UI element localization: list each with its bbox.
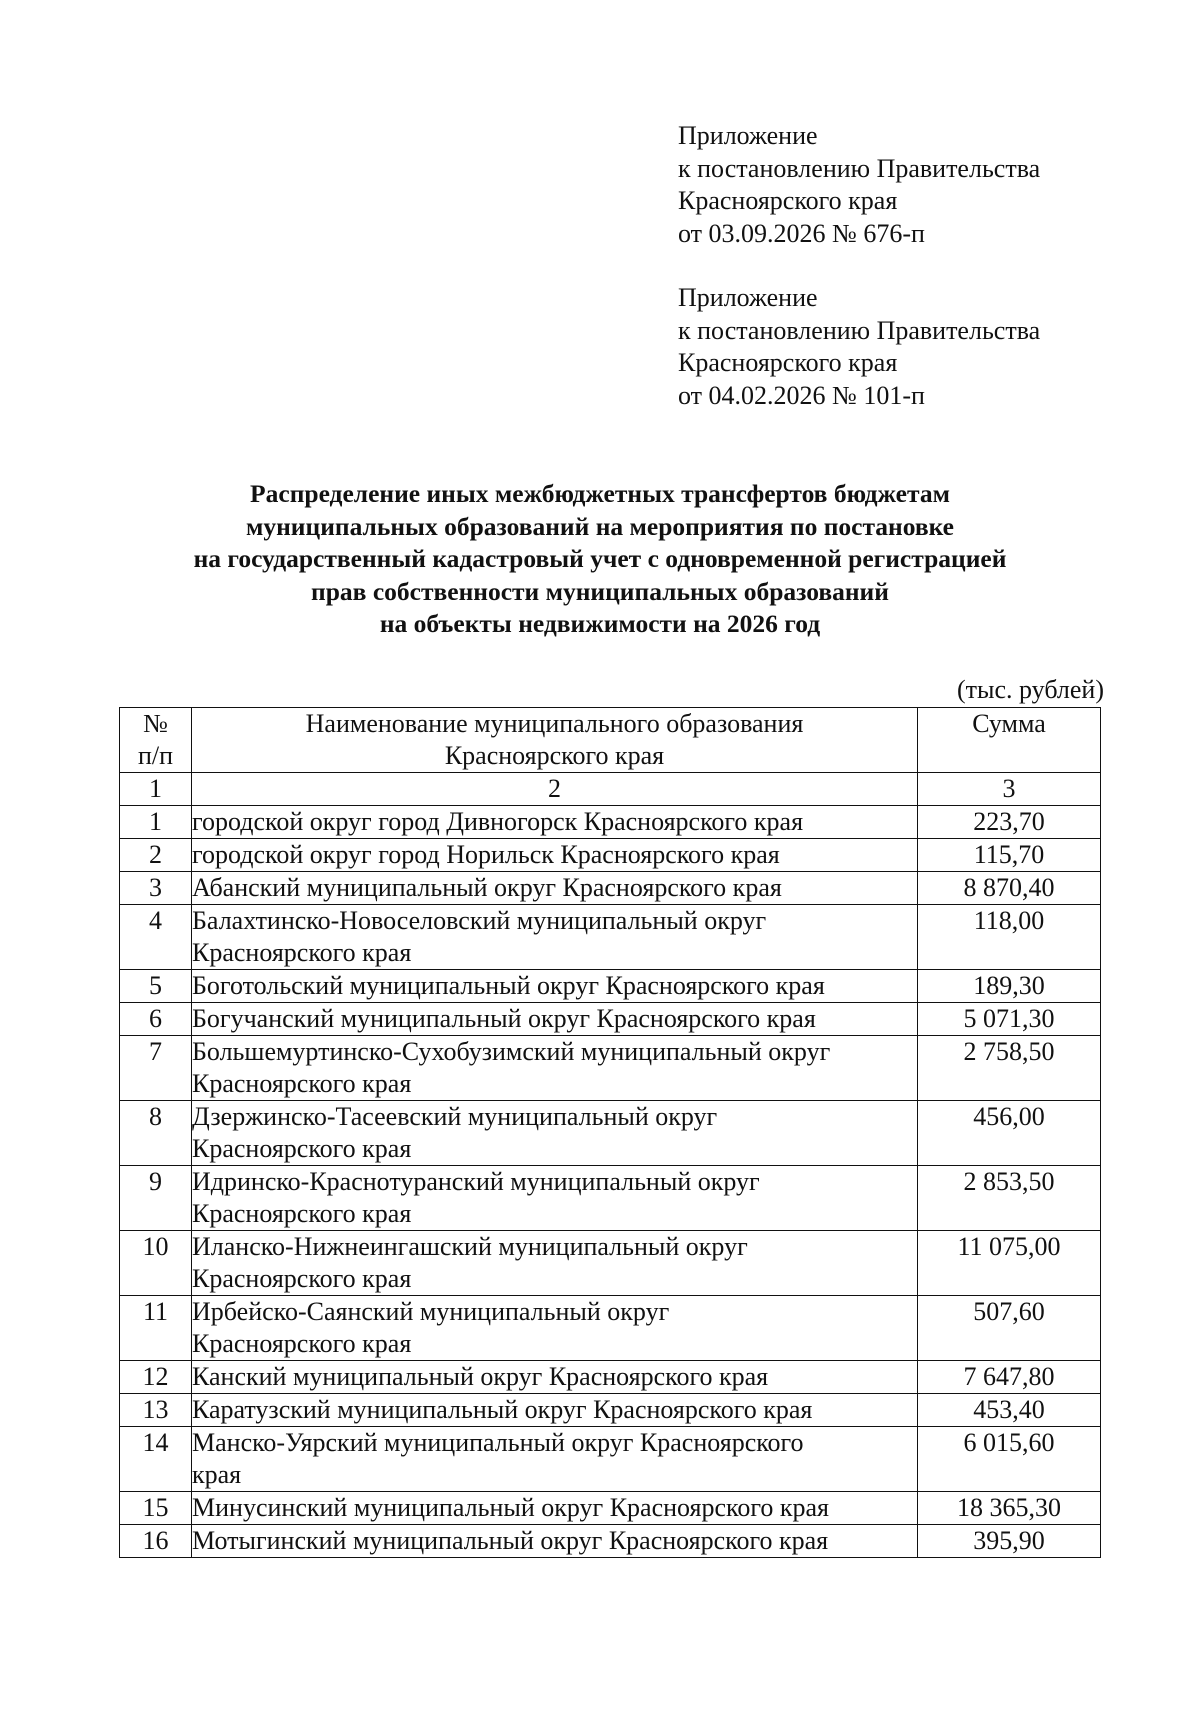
header-number-abbr: п/п [137, 741, 174, 770]
appendix-label: Приложение [678, 121, 818, 150]
appendix-date-number: от 04.02.2026 № 101-п [678, 380, 925, 410]
row-number: 8 [120, 1101, 192, 1166]
units-label: (тыс. рублей) [956, 675, 1104, 704]
municipality-name: Минусинский муниципальный округ Красноярского края [192, 1492, 918, 1525]
appendix-region: Красноярского края [678, 186, 898, 215]
municipality-name [192, 1036, 918, 1101]
table-row [120, 1231, 1101, 1296]
row-number: 4 [120, 905, 192, 970]
title-line: муниципальных образований на мероприятия по постановке [246, 511, 954, 541]
row-number: 11 [120, 1296, 192, 1361]
municipality-name [192, 1166, 918, 1231]
transfer-sum: 7 647,80 [918, 1361, 1101, 1394]
row-number: 16 [120, 1525, 192, 1558]
table-header-row [120, 708, 1101, 773]
municipality-name [192, 1231, 918, 1296]
transfer-sum: 2 853,50 [918, 1166, 1101, 1231]
appendix-block-original [678, 282, 1040, 412]
header-number [120, 708, 192, 773]
municipality-name-line1: Идринско-Краснотуранский муниципальный округ [192, 1167, 760, 1196]
municipality-name: Богучанский муниципальный округ Красноярского края [192, 1003, 918, 1036]
table-row [120, 1525, 1101, 1558]
appendix-resolution: к постановлению Правительства [678, 153, 1041, 183]
table-row [120, 1427, 1101, 1492]
table-row [120, 1101, 1101, 1166]
transfer-sum: 456,00 [918, 1101, 1101, 1166]
municipality-name: городской округ город Дивногорск Красноярского края [192, 806, 918, 839]
row-number: 6 [120, 1003, 192, 1036]
column-number: 3 [918, 773, 1101, 806]
transfer-sum: 189,30 [918, 970, 1101, 1003]
title-line: на государственный кадастровый учет с одновременной регистрацией [193, 544, 1007, 573]
appendix-region: Красноярского края [678, 348, 898, 377]
table-row [120, 970, 1101, 1003]
municipality-name [192, 905, 918, 970]
table-row [120, 1361, 1101, 1394]
transfer-sum: 453,40 [918, 1394, 1101, 1427]
column-number: 1 [120, 773, 192, 806]
municipality-name-line2: Красноярского края [192, 1264, 412, 1293]
transfer-sum: 8 870,40 [918, 872, 1101, 905]
transfer-sum: 115,70 [918, 839, 1101, 872]
municipality-name-line2: Красноярского края [192, 1069, 412, 1098]
header-municipality [192, 708, 918, 773]
row-number: 2 [120, 839, 192, 872]
municipality-name-line2: Красноярского края [192, 938, 412, 967]
transfer-sum: 223,70 [918, 806, 1101, 839]
title-line: Распределение иных межбюджетных трансфертов бюджетам [250, 479, 950, 508]
document-title [120, 478, 1080, 641]
municipality-name-line1: Манско-Уярский муниципальный округ Красноярского [192, 1428, 804, 1457]
row-number: 12 [120, 1361, 192, 1394]
municipality-name-line2: Красноярского края [192, 1134, 412, 1163]
municipality-name-line1: Ирбейско-Саянский муниципальный округ [192, 1297, 670, 1326]
municipality-name: Боготольский муниципальный округ Красноярского края [192, 970, 918, 1003]
transfer-sum: 118,00 [918, 905, 1101, 970]
header-municipality-line1: Наименование муниципального образования [305, 709, 804, 738]
column-number-row [120, 773, 1101, 806]
table-row [120, 1296, 1101, 1361]
table-row [120, 1166, 1101, 1231]
row-number: 15 [120, 1492, 192, 1525]
municipality-name [192, 1296, 918, 1361]
municipality-name [192, 1101, 918, 1166]
table-row [120, 872, 1101, 905]
municipality-name: Канский муниципальный округ Красноярского края [192, 1361, 918, 1394]
table-row [120, 1036, 1101, 1101]
municipality-name-line2: Красноярского края [192, 1199, 412, 1228]
municipality-name: Мотыгинский муниципальный округ Красноярского края [192, 1525, 918, 1558]
row-number: 10 [120, 1231, 192, 1296]
transfers-table [119, 707, 1101, 1558]
table-row [120, 905, 1101, 970]
table-row [120, 1003, 1101, 1036]
municipality-name [192, 1427, 918, 1492]
row-number: 1 [120, 806, 192, 839]
title-line: на объекты недвижимости на 2026 год [379, 609, 821, 638]
transfer-sum: 6 015,60 [918, 1427, 1101, 1492]
municipality-name-line1: Дзержинско-Тасеевский муниципальный округ [192, 1102, 718, 1131]
transfer-sum: 507,60 [918, 1296, 1101, 1361]
row-number: 3 [120, 872, 192, 905]
table-row [120, 1394, 1101, 1427]
appendix-resolution: к постановлению Правительства [678, 315, 1041, 345]
appendix-label: Приложение [678, 283, 818, 312]
header-municipality-line2: Красноярского края [444, 741, 665, 770]
municipality-name-line1: Балахтинско-Новоселовский муниципальный округ [192, 906, 767, 935]
transfer-sum: 395,90 [918, 1525, 1101, 1558]
transfer-sum: 11 075,00 [918, 1231, 1101, 1296]
municipality-name-line2: Красноярского края [192, 1329, 412, 1358]
transfer-sum: 5 071,30 [918, 1003, 1101, 1036]
municipality-name-line1: Иланско-Нижнеингашский муниципальный округ [192, 1232, 748, 1261]
transfer-sum: 2 758,50 [918, 1036, 1101, 1101]
municipality-name-line1: Большемуртинско-Сухобузимский муниципальный округ [192, 1037, 831, 1066]
appendix-block-current [678, 120, 1040, 250]
title-line: прав собственности муниципальных образований [311, 576, 889, 606]
row-number: 7 [120, 1036, 192, 1101]
table-row [120, 806, 1101, 839]
table-row [120, 839, 1101, 872]
transfer-sum: 18 365,30 [918, 1492, 1101, 1525]
municipality-name-line2: края [192, 1460, 242, 1489]
municipality-name: городской округ город Норильск Красноярского края [192, 839, 918, 872]
row-number: 9 [120, 1166, 192, 1231]
municipality-name: Абанский муниципальный округ Красноярского края [192, 872, 918, 905]
header-number-symbol: № [143, 709, 168, 738]
municipality-name: Каратузский муниципальный округ Красноярского края [192, 1394, 918, 1427]
row-number: 5 [120, 970, 192, 1003]
appendix-date-number: от 03.09.2026 № 676-п [678, 218, 925, 248]
table-row [120, 1492, 1101, 1525]
header-sum: Сумма [918, 708, 1101, 773]
row-number: 14 [120, 1427, 192, 1492]
column-number: 2 [192, 773, 918, 806]
row-number: 13 [120, 1394, 192, 1427]
